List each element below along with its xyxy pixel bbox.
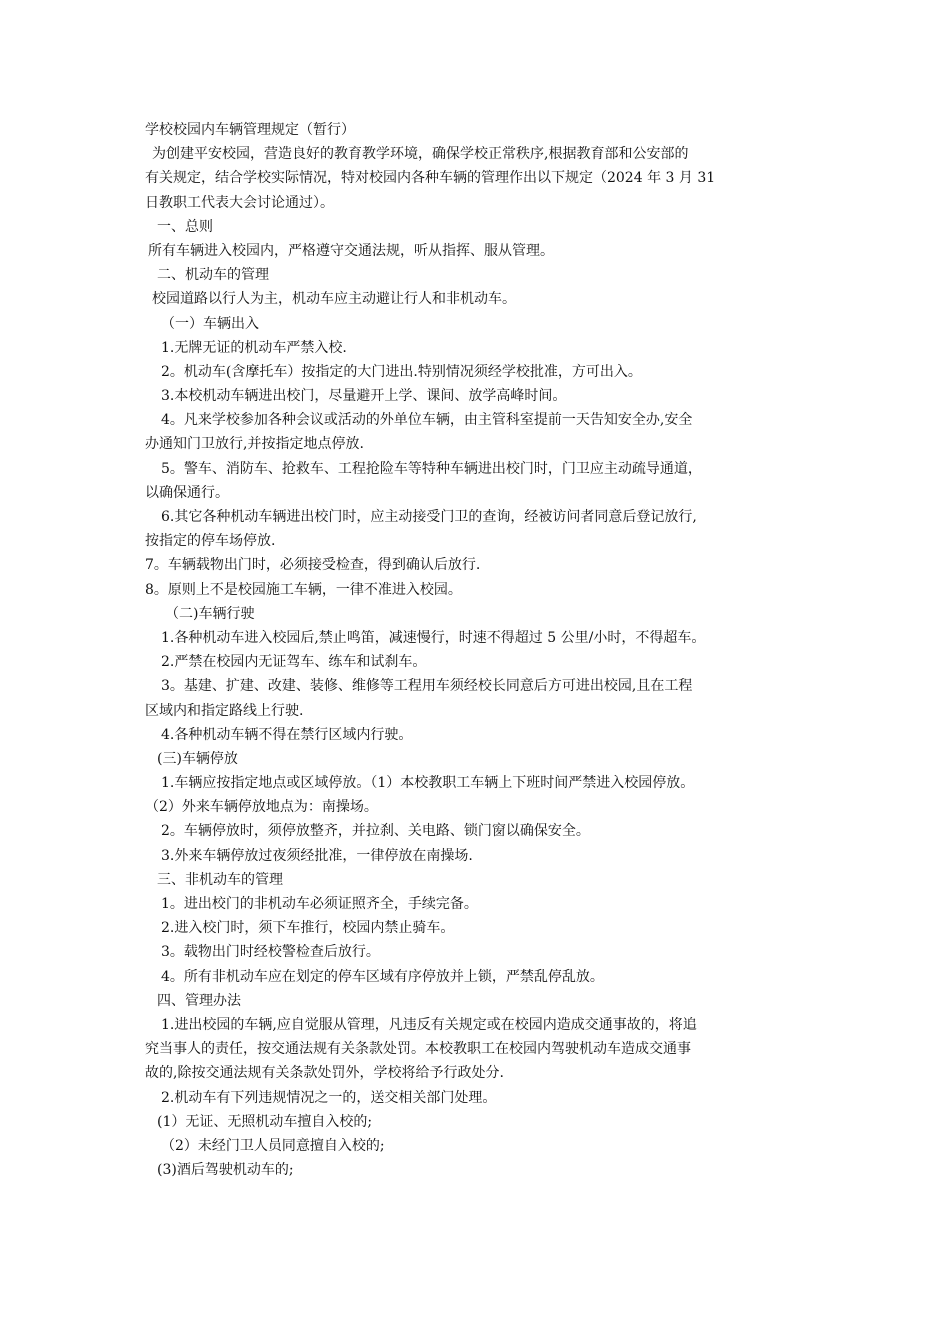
text-line: 所有车辆进入校园内，严格遵守交通法规，听从指挥、服从管理。	[148, 242, 554, 259]
text-line: 区域内和指定路线上行驶.	[145, 702, 304, 719]
text-line: 有关规定，结合学校实际情况，特对校园内各种车辆的管理作出以下规定（2024 年 3 月 31	[145, 170, 716, 187]
text-line: 2。车辆停放时，须停放整齐，并拉刹、关电路、锁门窗以确保安全。	[161, 823, 590, 840]
text-line: 3。基建、扩建、改建、装修、维修等工程用车须经校长同意后方可进出校园,且在工程	[161, 678, 693, 695]
section-heading: 二、机动车的管理	[157, 267, 269, 284]
text-line: （2）未经门卫人员同意擅自入校的;	[161, 1137, 385, 1154]
text-line: 4。所有非机动车应在划定的停车区域有序停放并上锁，严禁乱停乱放。	[161, 968, 604, 985]
text-line: 4。凡来学校参加各种会议或活动的外单位车辆，由主管科室提前一天告知安全办,安全	[161, 412, 693, 429]
text-line: 按指定的停车场停放.	[145, 533, 276, 550]
text-line: 6.其它各种机动车辆进出校门时，应主动接受门卫的查询，经被访问者同意后登记放行,	[161, 509, 697, 525]
text-line: 7。车辆载物出门时，必须接受检查，得到确认后放行.	[145, 557, 481, 574]
section-heading: 四、管理办法	[157, 992, 241, 1009]
text-line: 5。警车、消防车、抢救车、工程抢险车等特种车辆进出校门时，门卫应主动疏导通道，	[161, 460, 702, 477]
text-line: 2.进入校门时，须下车推行，校园内禁止骑车。	[161, 920, 455, 937]
text-line: （2）外来车辆停放地点为：南操场。	[145, 799, 378, 816]
section-heading: 三、非机动车的管理	[157, 871, 283, 888]
document-page	[145, 118, 813, 1182]
text-line: 3。载物出门时经校警检查后放行。	[161, 944, 380, 961]
text-line: (1）无证、无照机动车擅自入校的;	[157, 1113, 373, 1130]
text-line: 故的,除按交通法规有关条款处罚外，学校将给予行政处分.	[145, 1065, 504, 1082]
text-line: (3)酒后驾驶机动车的;	[157, 1162, 294, 1179]
text-line: 2.严禁在校园内无证驾车、练车和试刹车。	[161, 654, 427, 671]
text-line: 究当事人的责任，按交通法规有关条款处罚。本校教职工在校园内驾驶机动车造成交通事	[145, 1041, 691, 1058]
subsection-heading: (三)车辆停放	[157, 750, 238, 767]
text-line: 日教职工代表大会讨论通过）。	[145, 194, 334, 211]
subsection-heading: （二)车辆行驶	[165, 605, 255, 622]
text-line: 1.各种机动车进入校园后,禁止鸣笛，减速慢行，时速不得超过 5 公里/小时，不得超车。	[161, 629, 706, 646]
subsection-heading: （一）车辆出入	[161, 315, 259, 332]
text-line: 为创建平安校园，营造良好的教育教学环境，确保学校正常秩序,根据教育部和公安部的	[152, 146, 689, 163]
text-line: 校园道路以行人为主，机动车应主动避让行人和非机动车。	[152, 291, 516, 308]
document-title: 学校校园内车辆管理规定（暂行）	[145, 122, 355, 138]
text-line: 1.车辆应按指定地点或区域停放。（1）本校教职工车辆上下班时间严禁进入校园停放。	[161, 775, 695, 792]
text-line: 以确保通行。	[145, 484, 229, 501]
text-line: 1.进出校园的车辆,应自觉服从管理，凡违反有关规定或在校园内造成交通事故的，将追	[161, 1016, 697, 1033]
text-line: 3.外来车辆停放过夜须经批准，一律停放在南操场.	[161, 847, 473, 864]
section-heading: 一、总则	[157, 218, 213, 235]
text-line: 8。原则上不是校园施工车辆，一律不准进入校园。	[145, 581, 462, 598]
text-line: 3.本校机动车辆进出校门，尽量避开上学、课间、放学高峰时间。	[161, 388, 567, 405]
text-line: 4.各种机动车辆不得在禁行区域内行驶。	[161, 726, 413, 743]
text-line: 1。进出校门的非机动车必须证照齐全，手续完备。	[161, 896, 478, 912]
text-line: 2.机动车有下列违规情况之一的，送交相关部门处理。	[161, 1089, 497, 1106]
text-line: 1.无牌无证的机动车严禁入校.	[161, 339, 347, 356]
text-line: 2。机动车(含摩托车）按指定的大门进出.特别情况须经学校批准，方可出入。	[161, 363, 642, 380]
text-line: 办通知门卫放行,并按指定地点停放.	[145, 436, 364, 453]
